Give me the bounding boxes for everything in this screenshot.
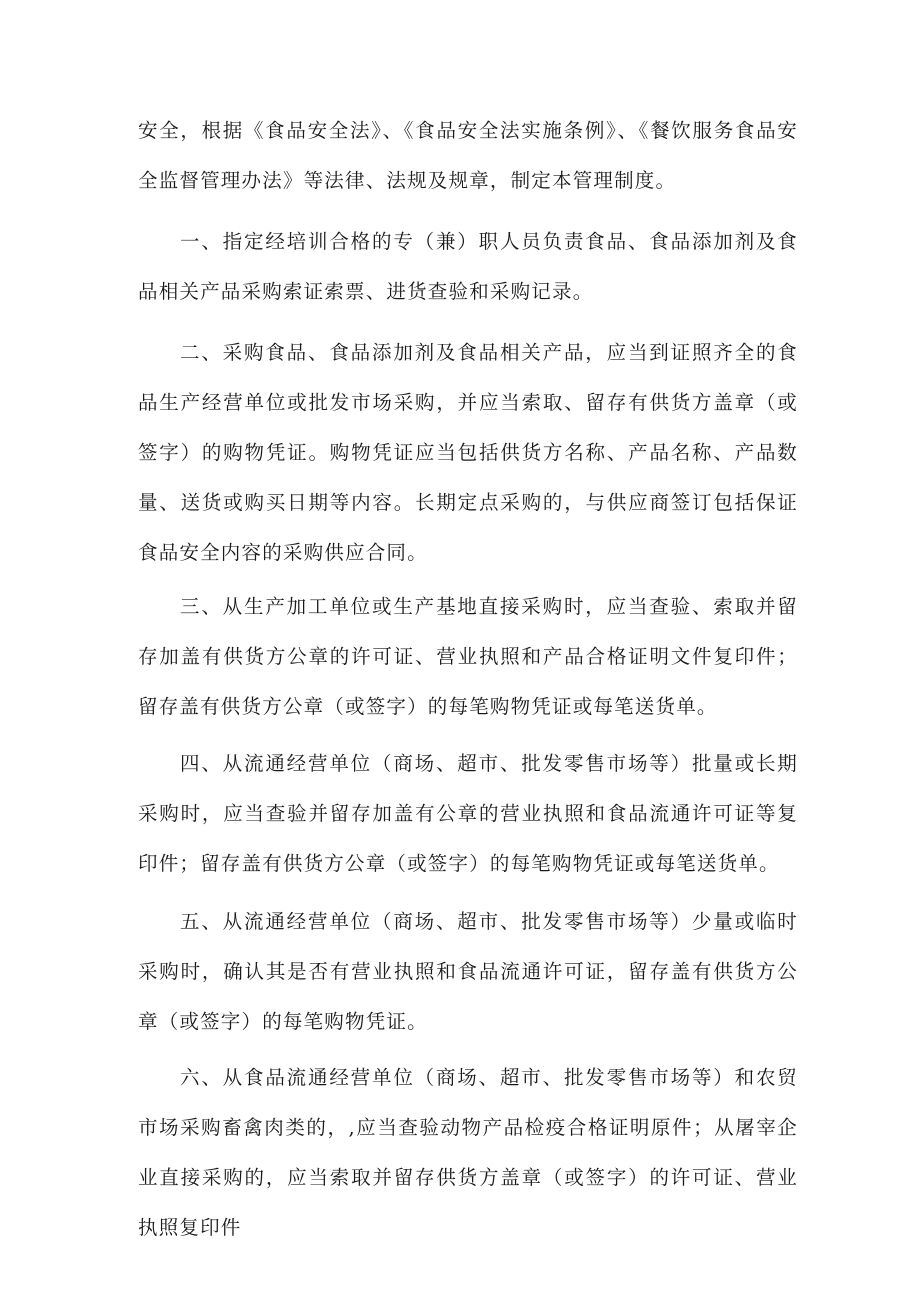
paragraph-clause-1: 一、指定经培训合格的专（兼）职人员负责食品、食品添加剂及食品相关产品采购索证索票、进货查验和采购记录。 bbox=[138, 230, 798, 303]
paragraph-clause-2: 二、采购食品、食品添加剂及食品相关产品，应当到证照齐全的食品生产经营单位或批发市场采购，并应当索取、留存有供货方盖章（或签字）的购物凭证。购物凭证应当包括供货方名称、产品名称、产品数量、送货或购买日期等内容。长期定点采购的，与供应商签订包括保证食品安全内容的采购供应合同。 bbox=[138, 341, 798, 564]
paragraph-clause-4: 四、从流通经营单位（商场、超市、批发零售市场等）批量或长期采购时，应当查验并留存加盖有公章的营业执照和食品流通许可证等复印件；留存盖有供货方公章（或签字）的每笔购物凭证或每笔送货单。 bbox=[138, 752, 798, 875]
paragraph-clause-5: 五、从流通经营单位（商场、超市、批发零售市场等）少量或临时采购时，确认其是否有营业执照和食品流通许可证，留存盖有供货方公章（或签字）的每笔购物凭证。 bbox=[138, 910, 798, 1033]
paragraph-clause-3: 三、从生产加工单位或生产基地直接采购时，应当查验、索取并留存加盖有供货方公章的许可证、营业执照和产品合格证明文件复印件；留存盖有供货方公章（或签字）的每笔购物凭证或每笔送货单。 bbox=[138, 595, 798, 718]
paragraph-intro-continuation: 安全，根据《食品安全法》、《食品安全法实施条例》、《餐饮服务食品安全监督管理办法》等法律、法规及规章，制定本管理制度。 bbox=[138, 119, 798, 192]
paragraph-clause-6: 六、从食品流通经营单位（商场、超市、批发零售市场等）和农贸市场采购畜禽肉类的，,应当查验动物产品检疫合格证明原件；从屠宰企业直接采购的，应当索取并留存供货方盖章（或签字）的许可证、营业执照复印件 bbox=[138, 1066, 798, 1239]
